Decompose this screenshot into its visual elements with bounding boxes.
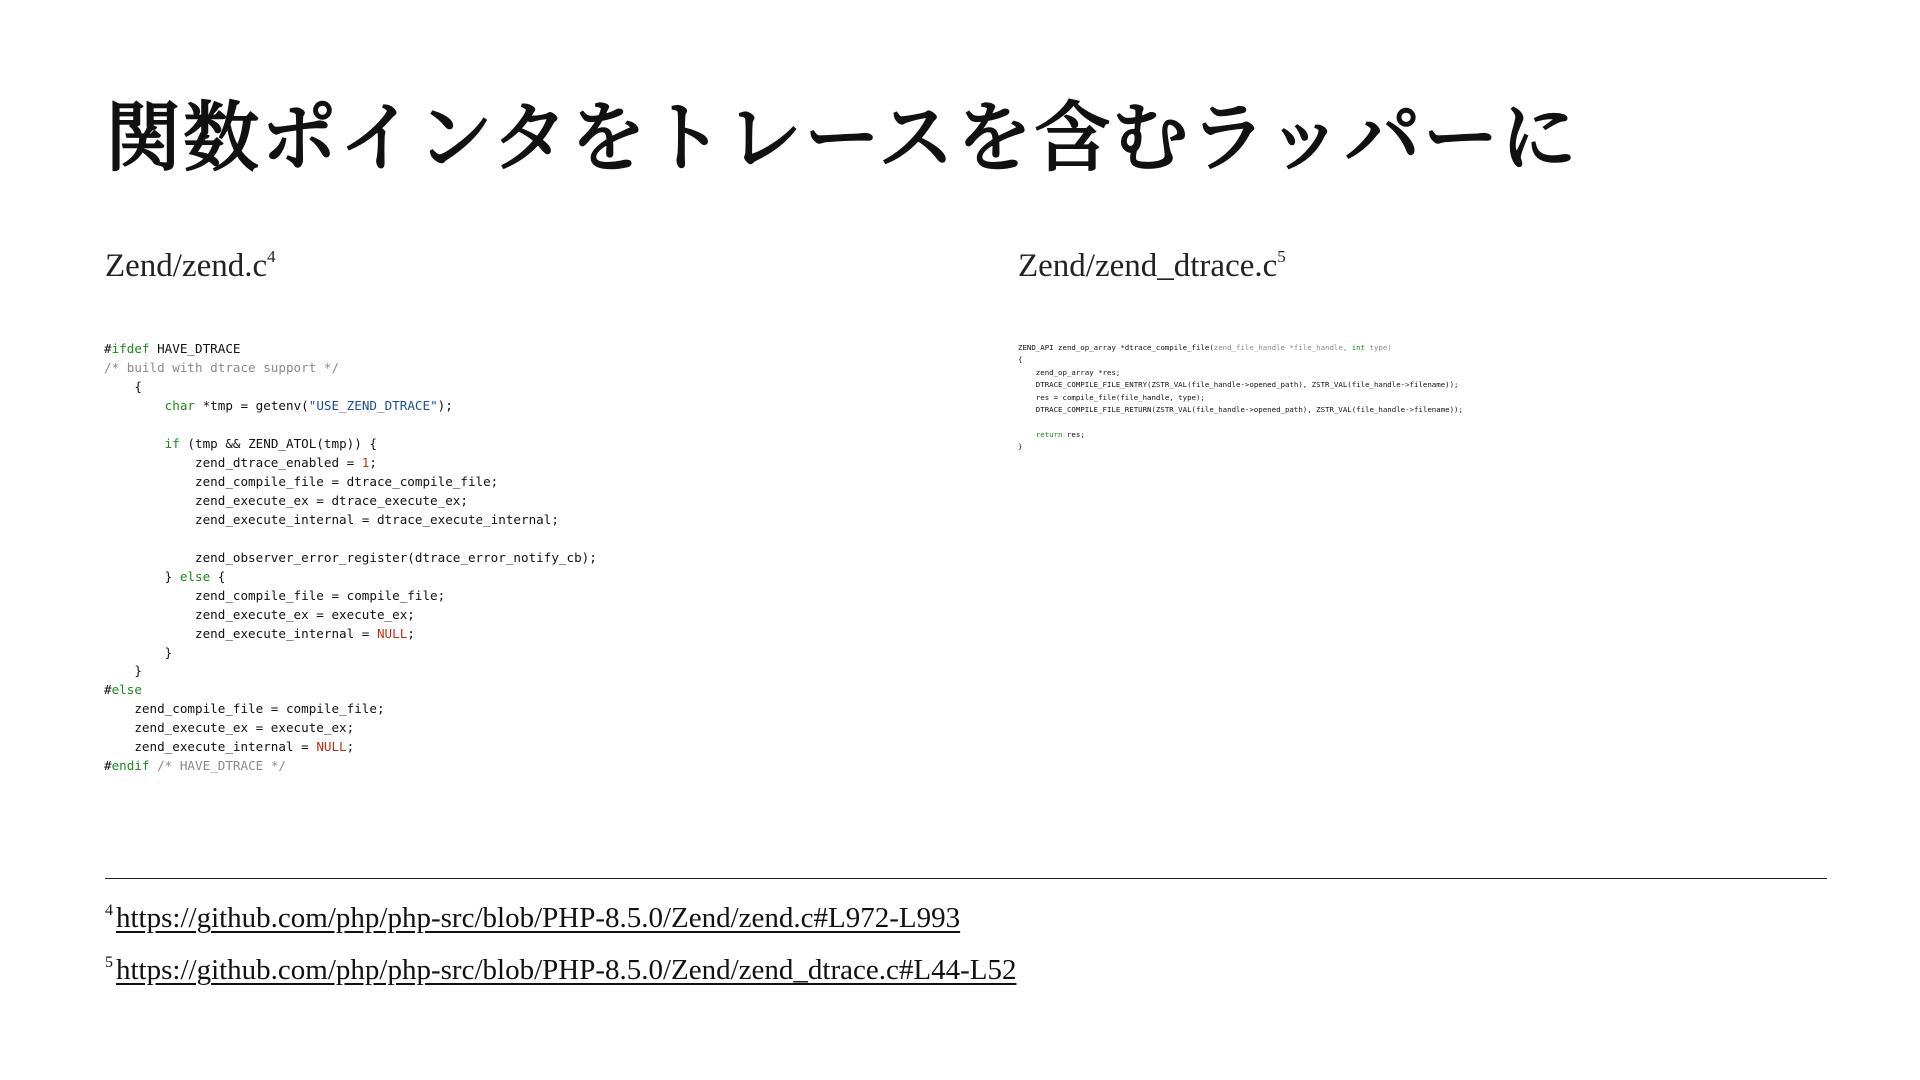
zend-c-code-line	[104, 738, 597, 757]
zend-dtrace-c-code-block	[1018, 342, 1463, 454]
zend-dtrace-c-code-line	[1018, 392, 1463, 404]
code-token-cm: zend_file_handle *file_handle,	[1213, 343, 1352, 352]
left-filename-text: Zend/zend.c	[105, 248, 268, 284]
code-token-kw: char	[164, 397, 196, 413]
code-token: ;	[369, 454, 377, 470]
code-token: {	[104, 378, 142, 394]
code-token: {	[1018, 355, 1023, 365]
zend-dtrace-c-code-line	[1018, 379, 1463, 391]
footnote-5-number: 5	[105, 954, 113, 971]
left-footnote-ref: 4	[267, 247, 276, 266]
code-token-num: 1	[361, 454, 370, 470]
zend-c-code-line	[104, 606, 597, 625]
zend-c-code-line	[104, 644, 597, 663]
code-token: res = compile_file(file_handle, type);	[1018, 392, 1205, 402]
code-token: ZEND_API zend_op_array *dtrace_compile_file(	[1018, 343, 1214, 352]
zend-c-code-block	[104, 340, 597, 776]
zend-c-code-line	[104, 492, 597, 511]
code-token-pre: else	[111, 682, 142, 698]
zend-c-code-line	[104, 397, 597, 416]
code-token: }	[104, 644, 173, 660]
code-token-kw: if	[164, 435, 180, 451]
code-token: (tmp && ZEND_ATOL(tmp)) {	[179, 435, 377, 451]
slide-title: 関数ポインタをトレースを含むラッパーに	[105, 93, 1579, 182]
code-token: zend_execute_internal =	[104, 739, 317, 755]
code-token: zend_execute_ex = execute_ex;	[104, 606, 415, 622]
zend-c-code-line	[104, 719, 597, 738]
code-token: {	[210, 568, 226, 584]
zend-c-code-line	[104, 700, 597, 719]
zend-c-code-line	[104, 662, 597, 681]
code-token: zend_observer_error_register(dtrace_error_notify_cb);	[104, 549, 597, 565]
code-token: #	[104, 341, 112, 356]
code-token: ;	[407, 625, 415, 641]
code-token: DTRACE_COMPILE_FILE_ENTRY(ZSTR_VAL(file_handle->opened_path), ZSTR_VAL(file_handle->filename));	[1018, 380, 1459, 390]
code-token	[1018, 430, 1036, 439]
footnote-4-link[interactable]: https://github.com/php/php-src/blob/PHP-8.5.0/Zend/zend.c#L972-L993	[116, 902, 961, 934]
code-token-kw: int	[1351, 343, 1366, 352]
code-token: ;	[346, 739, 355, 755]
left-code-filename	[105, 246, 276, 286]
code-token: zend_compile_file = dtrace_compile_file;	[104, 473, 499, 489]
zend-dtrace-c-code-line	[1018, 354, 1463, 366]
zend-dtrace-c-code-line	[1018, 441, 1463, 453]
zend-dtrace-c-code-line	[1018, 367, 1463, 379]
code-token: }	[104, 663, 142, 679]
code-token-str: "USE_ZEND_DTRACE"	[308, 397, 438, 413]
zend-c-code-line	[104, 340, 597, 359]
code-token	[104, 398, 165, 413]
code-token: }	[104, 568, 180, 584]
footnote-divider	[105, 878, 1827, 879]
footnote-5	[105, 952, 1016, 988]
code-token: zend_dtrace_enabled =	[104, 454, 362, 470]
code-token: zend_compile_file = compile_file;	[104, 587, 446, 603]
right-filename-text: Zend/zend_dtrace.c	[1018, 248, 1278, 284]
zend-dtrace-c-code-line	[1018, 429, 1463, 441]
zend-c-code-line	[104, 549, 597, 568]
footnote-5-link[interactable]: https://github.com/php/php-src/blob/PHP-8.5.0/Zend/zend_dtrace.c#L44-L52	[116, 954, 1017, 986]
code-token-pre: ifdef	[111, 341, 150, 356]
code-token-null: NULL	[376, 625, 408, 641]
code-token: zend_execute_internal =	[104, 625, 377, 641]
code-token: zend_compile_file = compile_file;	[104, 701, 385, 717]
code-token: res;	[1062, 429, 1085, 439]
right-code-filename	[1018, 246, 1286, 286]
code-token-cm: /* HAVE_DTRACE */	[149, 758, 286, 774]
code-token: *tmp = getenv(	[195, 397, 309, 413]
code-token: zend_op_array *res;	[1018, 367, 1121, 377]
code-token-pre: endif	[111, 758, 150, 774]
zend-c-code-line	[104, 416, 597, 435]
zend-c-code-line	[104, 568, 597, 587]
zend-dtrace-c-code-line	[1018, 416, 1463, 428]
code-token-kw: else	[179, 568, 211, 584]
code-token: }	[1018, 442, 1023, 452]
zend-dtrace-c-code-line	[1018, 342, 1463, 354]
zend-c-code-line	[104, 454, 597, 473]
code-token-cm: type)	[1365, 343, 1392, 352]
code-token-null: NULL	[316, 739, 347, 755]
zend-dtrace-c-code-line	[1018, 404, 1463, 416]
code-token: );	[437, 397, 453, 413]
zend-c-code-line	[104, 435, 597, 454]
code-token: #	[104, 682, 112, 698]
zend-c-code-line	[104, 359, 597, 378]
right-footnote-ref: 5	[1277, 247, 1286, 266]
code-token-kw: return	[1035, 429, 1063, 439]
zend-c-code-line	[104, 757, 597, 776]
code-token	[104, 436, 165, 451]
zend-c-code-line	[104, 530, 597, 549]
zend-c-code-line	[104, 511, 597, 530]
code-token-cm: /* build with dtrace support */	[104, 359, 340, 375]
zend-c-code-line	[104, 378, 597, 397]
code-token: DTRACE_COMPILE_FILE_RETURN(ZSTR_VAL(file_handle->opened_path), ZSTR_VAL(file_handle->filename));	[1018, 404, 1463, 414]
code-token: zend_execute_ex = dtrace_execute_ex;	[104, 492, 468, 508]
footnote-4	[105, 900, 960, 936]
zend-c-code-line	[104, 625, 597, 644]
code-token: zend_execute_internal = dtrace_execute_internal;	[104, 511, 559, 527]
zend-c-code-line	[104, 681, 597, 700]
footnote-4-number: 4	[105, 902, 113, 919]
code-token: zend_execute_ex = execute_ex;	[104, 720, 355, 736]
zend-c-code-line	[104, 473, 597, 492]
code-token: #	[104, 758, 112, 774]
zend-c-code-line	[104, 587, 597, 606]
code-token: HAVE_DTRACE	[149, 341, 241, 356]
